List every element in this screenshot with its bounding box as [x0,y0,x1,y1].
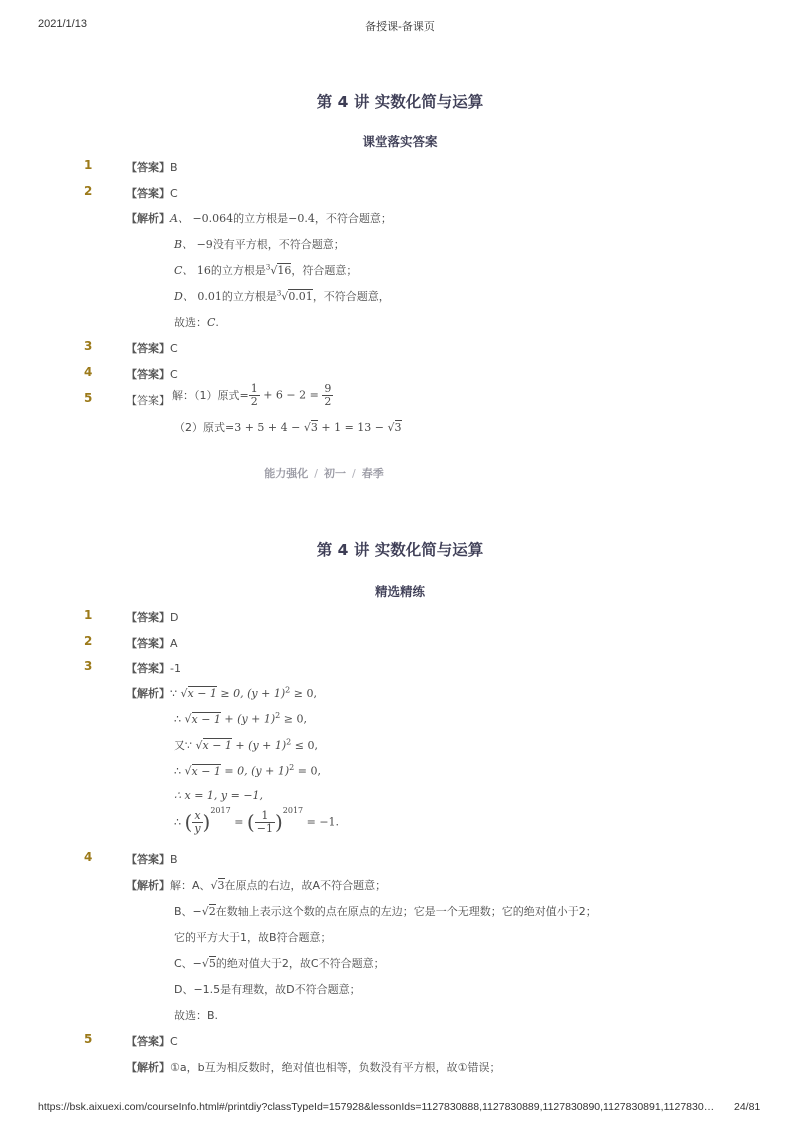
answer-value: -1 [170,662,181,675]
answer-row [126,851,178,867]
answer-value: B [170,161,178,174]
question-number: 3 [84,339,93,353]
print-title: 备授课-备课页 [365,21,435,33]
analysis-label: 【解析】 [126,687,170,700]
answer-label: 【答案】 [126,853,170,866]
answer-value: C [170,342,178,355]
question-number: 5 [84,1032,93,1046]
analysis-line: 它的平方大于1，故B符合题意； [174,931,332,944]
answer-label: 【答案】 [126,394,170,407]
lecture-title: 第 4 讲 实数化简与运算 [316,93,484,111]
analysis-line: ∴ √x − 1 = 0, $(y + 1)^2 = 0$, [174,763,321,778]
fraction: $\frac{9}{2}$ [324,382,332,408]
analysis-line: 【解析】①a，b互为相反数时，绝对值也相等，负数没有平方根，故①错误； [126,1061,501,1074]
answer-label: 【答案】 [126,662,170,675]
analysis-label: 【解析】 [126,879,170,892]
answer-label: 【答案】 [126,1035,170,1048]
analysis-line: ∴ $√x - 1 + (y + 1)^2 \ge 0$, [174,711,307,726]
answer-row [126,635,178,651]
analysis-label: 【解析】 [126,1061,170,1074]
answer-value: C [170,187,178,200]
answer-value: C [170,1035,178,1048]
answer-label: 【答案】 [126,611,170,624]
question-number: 4 [84,850,93,864]
solution-line: 解：（1）原式= $\frac{1}{2}$ + 6 − 2 = $\frac{9}{2}$ [172,382,332,408]
analysis-conclusion: 故选：B. [174,1009,219,1022]
answer-value: B [170,853,178,866]
analysis-line: C、 16的立方根是$^3$√16，符合题意； [174,263,358,277]
answer-row [126,660,181,676]
answer-label: 【答案】 [126,342,170,355]
answer-value: A [170,637,178,650]
print-date: 2021/1/13 [38,18,87,30]
answer-row [126,609,178,625]
breadcrumb: 能力强化 / 初一 / 春季 [264,467,384,480]
answer-label: 【答案】 [126,637,170,650]
answer-row [126,366,178,382]
fraction: $\frac{1}{2}$ [250,382,258,408]
question-number: 5 [84,391,93,405]
page-number: 24/81 [734,1101,761,1113]
analysis-line: ∴ x = 1, y = −1, [174,789,264,802]
solution-line: （2）原式=3 + 5 + 4 − √3 + 1 = 13 − √3 [174,421,402,434]
fraction: $\frac{1}{-1}$ [256,809,273,835]
fraction: $\frac{x}{y}$ [194,809,201,835]
question-number: 3 [84,659,93,673]
question-number: 1 [84,158,93,172]
answer-row [126,185,178,201]
analysis-line: B、−√2在数轴上表示这个数的点在原点的左边；它是一个无理数；它的绝对值小于2； [174,905,597,918]
analysis-label: 【解析】 [126,212,170,225]
answer-label: 【答案】 [126,161,170,174]
analysis-line: B、 −9没有平方根，不符合题意； [174,238,345,251]
section-subtitle: 课堂落实答案 [362,134,438,149]
question-number: 2 [84,634,93,648]
lecture-title: 第 4 讲 实数化简与运算 [316,541,484,559]
question-number: 1 [84,608,93,622]
analysis-line: D、−1.5是有理数，故D不符合题意； [174,983,361,996]
question-number: 4 [84,365,93,379]
analysis-line: D、 0.01的立方根是$^3$√0.01，不符合题意， [174,289,390,303]
analysis-line: 【解析】A、 −0.064的立方根是−0.4，不符合题意； [126,212,392,225]
answer-label: 【答案】 [126,187,170,200]
answer-label: 【答案】 [126,368,170,381]
analysis-conclusion: 故选：C. [174,316,219,329]
section-subtitle: 精选精练 [374,584,425,599]
answer-row [126,159,178,175]
analysis-line: 又∵ $√x - 1 + (y + 1)^2 \le 0$, [174,737,318,752]
analysis-line: 【解析】∵ √x − 1 ≥ 0, $(y + 1)^2 \ge 0$, [126,685,317,700]
analysis-line: 【解析】解：A、√3在原点的右边，故A不符合题意； [126,879,387,892]
question-number: 2 [84,184,93,198]
analysis-line: ∴ ( $\frac{x}{y}$ )$^{2017}$ = ( $\frac{1}{-1}$ )$^{2017}$ = −1. [174,806,340,835]
answer-value: D [170,611,179,624]
page-url: https://bsk.aixuexi.com/courseInfo.html#/printdiy?classTypeId=157928&lessonIds=1127830888,1127830889,1127830890,1127830891,1127830… [38,1101,715,1113]
analysis-line: C、−√5的绝对值大于2，故C不符合题意； [174,957,385,970]
answer-row [126,340,178,356]
answer-row [126,1033,178,1049]
answer-value: C [170,368,178,381]
